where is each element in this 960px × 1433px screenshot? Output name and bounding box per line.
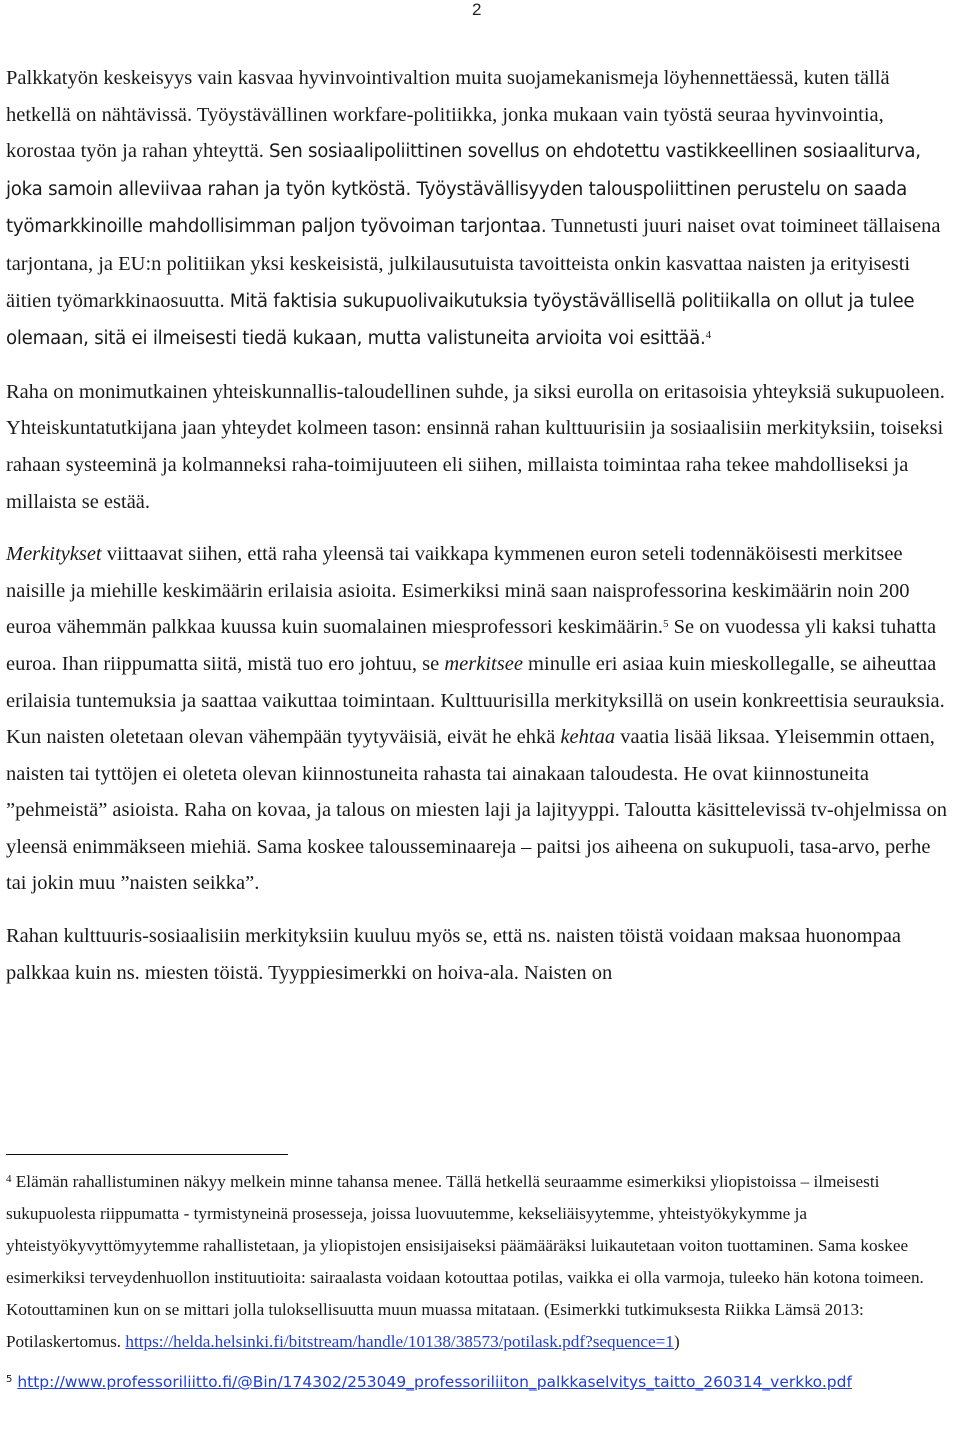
- emphasis-merkitsee: merkitsee: [444, 652, 523, 675]
- paragraph-1-part-c: Tunnetusti juuri naiset ovat toimineet tällaisena tarjontana, ja EU:n politiikan yksi keskeisistä, julkilausutuista tavoitteista onkin kasvattaa naisten ja erityisesti äitien työmarkkinaosuutta.: [6, 215, 941, 312]
- footnote-ref-4[interactable]: 4: [705, 329, 712, 342]
- footnote-5-link[interactable]: http://www.professoriliitto.fi/@Bin/174302/253049_professoriliiton_palkkaselvitys_taitto_260314_verkko.pdf: [17, 1373, 852, 1391]
- paragraph-1-part-a: Palkkatyön keskeisyys vain kasvaa hyvinvointivaltion muita suojamekanismeja löyhennettäessä, kuten tällä hetkellä on nähtävissä. Työystävällinen workfare-politiikka, jonka mukaan vain työstä seuraa hyvinvointia, korostaa työn ja rahan yhteyttä.: [6, 67, 890, 163]
- footnote-4-text: Elämän rahallistuminen näkyy melkein minne tahansa menee. Tällä hetkellä seuraamme esimerkiksi yliopistoissa – ilmeisesti sukupuolesta riippumatta - tyrmistyneinä prosesseja, joissa luovuutemme, kekseliäisyytemme, yhteistyökykymme ja yhteistyökyvyttömyytemme rahallistetaan, ja yliopistojen ensisijaiseksi päämääräksi luikautetaan voiton tuottaminen. Sama koskee esimerkiksi terveydenhuollon instituutioita: sairaalasta voidaan kotouttaa potilas, vaikka ei olla varmoja, tuleeko hän kotona toimeen. Kotouttaminen kun on se mittari jolla tuloksellisuutta muun muassa mitataan. (Esimerkki tutkimuksesta Riikka Lämsä 2013: Potilaskertomus.: [6, 1172, 924, 1351]
- paragraph-4: Rahan kulttuuris-sosiaalisiin merkityksiin kuuluu myös se, että ns. naisten töistä voidaan maksaa huonompaa palkkaa kuin ns. miesten töistä. Tyyppiesimerkki on hoiva-ala. Naisten on: [6, 925, 902, 984]
- paragraph-3-part-d: vaatia lisää liksaa. Yleisemmin ottaen, naisten tai tyttöjen ei oleteta olevan kiinnostuneita rahasta tai ainakaan taloudesta. He ovat kiinnostuneita ”pehmeistä” asioista. Raha on kovaa, ja talous on miesten laji ja lajityyppi. Taloutta käsittelevissä tv-ohjelmissa on yleensä enimmäkseen miehiä. Sama koskee talousseminaareja – paitsi jos aiheena on sukupuoli, tasa-arvo, perhe tai jokin muu ”naisten seikka”.: [6, 726, 947, 895]
- emphasis-kehtaa: kehtaa: [560, 726, 616, 749]
- footnotes: [6, 1166, 956, 1406]
- paragraph-3-part-b: Se on vuodessa yli kaksi tuhatta euroa. Ihan riippumatta siitä, mistä tuo ero johtuu, se: [6, 616, 937, 675]
- footnote-separator: [6, 1154, 288, 1155]
- body-text: [6, 60, 954, 1007]
- paragraph-2: Raha on monimutkainen yhteiskunnallis-taloudellinen suhde, ja siksi eurolla on eritasoisia yhteyksiä sukupuoleen. Yhteiskuntatutkijana jaan yhteydet kolmeen tason: ensinnä rahan kulttuurisiin ja sosiaalisiin merkityksiin, toiseksi rahaan systeeminä ja kolmanneksi raha-toimijuuteen eli siihen, millaista toimintaa raha tekee mahdolliseksi ja millaista se estää.: [6, 380, 945, 513]
- footnote-4: [6, 1166, 956, 1358]
- paragraph-1-part-b: Sen sosiaalipoliittinen sovellus on ehdotettu vastikkeellinen sosiaaliturva, joka samoin alleviivaa rahan ja työn kytköstä. Työystävällisyyden talouspoliittinen perustelu on saada työmarkkinoille mahdollisimman paljon työvoiman tarjontaa.: [6, 141, 921, 238]
- footnote-5: [6, 1366, 956, 1398]
- footnote-4-mark: 4: [6, 1173, 12, 1185]
- paragraph-1: [6, 60, 954, 358]
- paragraph-3-part-c: minulle eri asiaa kuin mieskollegalle, se aiheuttaa erilaisia tuntemuksia ja saattaa vaikuttaa toimintaan. Kulttuurisilla merkityksillä on usein konkreettisia seurauksia. Kun naisten oletetaan olevan vähempään tyytyväisiä, eivät he ehkä: [6, 652, 945, 749]
- emphasis-merkitykset: Merkitykset: [6, 543, 102, 566]
- page-number: 2: [472, 0, 482, 19]
- paragraph-3: [6, 536, 954, 902]
- footnote-ref-5[interactable]: 5: [662, 618, 669, 631]
- paragraph-1-part-d: Mitä faktisia sukupuolivaikutuksia työystävällisellä politiikalla on ollut ja tulee olemaan, sitä ei ilmeisesti tiedä kukaan, mutta valistuneita arvioita voi esittää.: [6, 290, 915, 350]
- paragraph-3-part-a: viittaavat siihen, että raha yleensä tai vaikkapa kymmenen euron seteli todennäköisesti merkitsee naisille ja miehille keskimäärin erilaisia asioita. Esimerkiksi minä saan naisprofessorina keskimäärin noin 200 euroa vähemmän palkkaa kuussa kuin suomalainen miesprofessori keskimäärin.: [6, 543, 910, 639]
- footnote-4-close: ): [673, 1332, 680, 1351]
- footnote-4-link[interactable]: https://helda.helsinki.fi/bitstream/handle/10138/38573/potilask.pdf?sequence=1: [125, 1332, 674, 1351]
- footnote-5-mark: 5: [6, 1374, 13, 1385]
